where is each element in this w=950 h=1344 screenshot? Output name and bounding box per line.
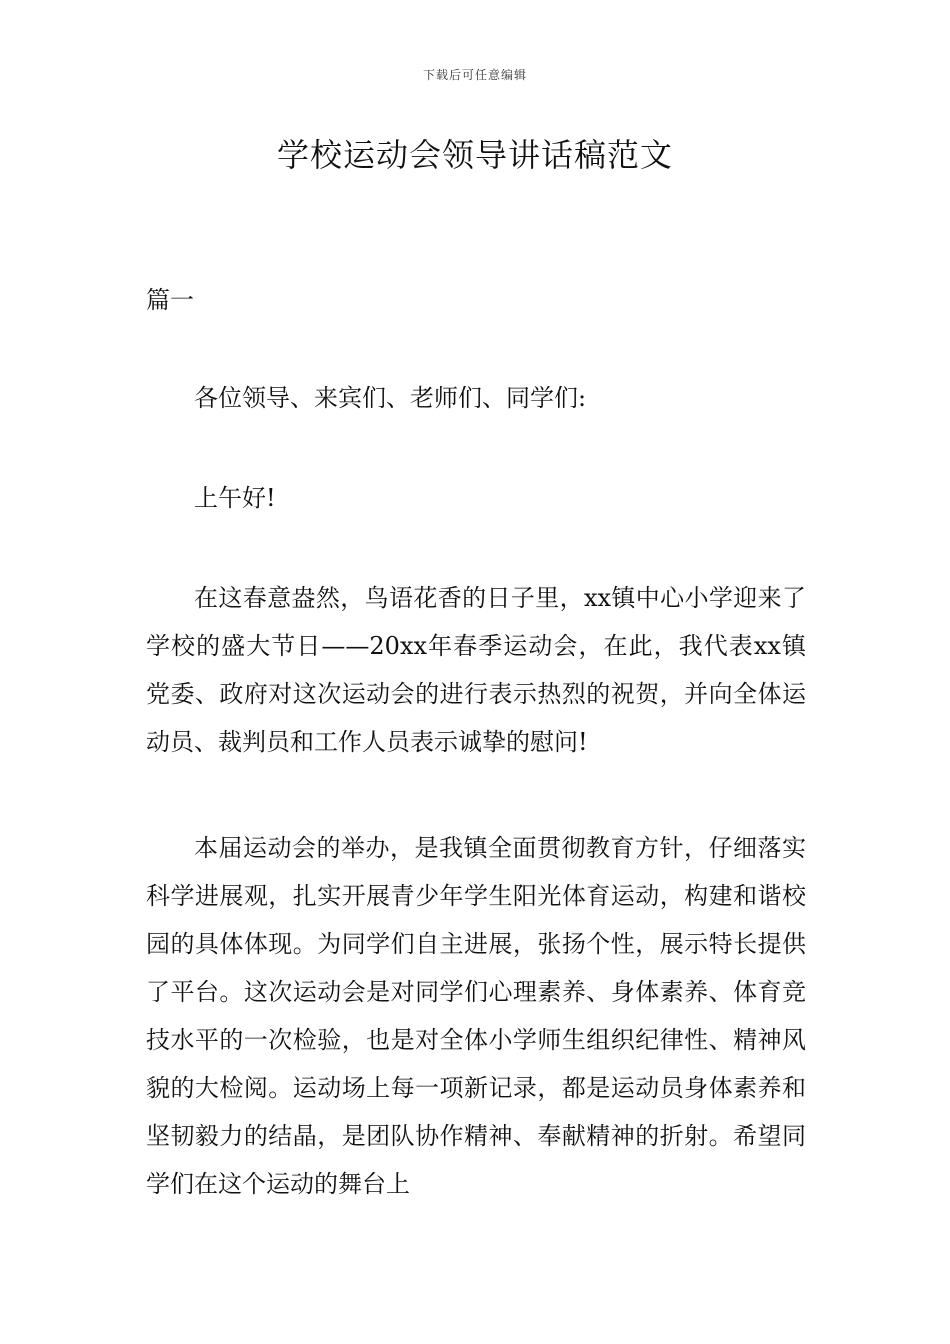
- body-paragraph-2: 本届运动会的举办，是我镇全面贯彻教育方针，仔细落实科学进展观，扎实开展青少年学生阳光体育运动，构建和谐校园的具体体现。为同学们自主进展，张扬个性，展示特长提供了平台。这次运动会是对同学们心理素养、身体素养、体育竞技水平的一次检验，也是对全体小学师生组织纪律性、精神风貌的大检阅。运动场上每一项新记录，都是运动员身体素养和坚韧毅力的结晶，是团队协作精神、奉献精神的折射。希望同学们在这个运动的舞台上: [146, 834, 806, 1198]
- document-title: 学校运动会领导讲话稿范文: [276, 136, 673, 174]
- header-note: 下载后可任意编辑: [422, 68, 527, 82]
- greeting-paragraph: 上午好!: [194, 484, 276, 512]
- section-label: 篇一: [146, 286, 194, 314]
- salutation-paragraph: 各位领导、来宾们、老师们、同学们:: [194, 384, 587, 412]
- body-paragraph-1: 在这春意盎然，鸟语花香的日子里，xx镇中心小学迎来了学校的盛大节日——20xx年春季运动会，在此，我代表xx镇党委、政府对这次运动会的进行表示热烈的祝贺，并向全体运动员、裁判员和工作人员表示诚挚的慰问!: [146, 584, 806, 756]
